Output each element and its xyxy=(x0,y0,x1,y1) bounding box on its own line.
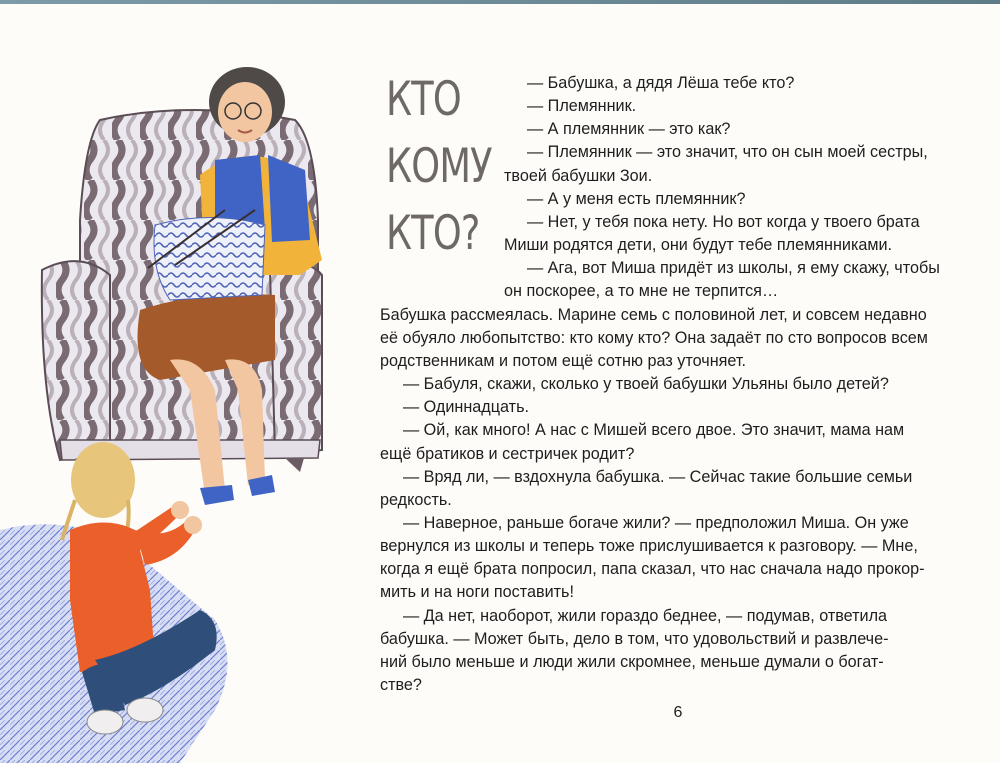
text-line: ний было меньше и люди жили скромнее, меньше думали о богат- xyxy=(380,652,884,671)
text-line: ещё братиков и сестричек родит? xyxy=(380,444,635,463)
text-line: бабушка. — Может быть, дело в том, что удовольствий и развлече- xyxy=(380,629,889,648)
text-line: — Племянник — это значит, что он сын моей сестры, xyxy=(527,143,928,162)
text-line: — А племянник — это как? xyxy=(527,120,731,139)
text-line: родственникам и потом ещё сотню раз уточняет. xyxy=(380,351,746,370)
text-line: вернулся из школы и теперь тоже прислушивается к разговору. — Мне, xyxy=(380,537,918,556)
text-line: редкость. xyxy=(380,490,452,509)
text-line: — Да нет, наоборот, жили гораздо беднее, — подумав, ответила xyxy=(403,606,888,625)
title-line: КТО? xyxy=(386,206,480,261)
text-line: твоей бабушки Зои. xyxy=(504,166,653,185)
text-line: — Племянник. xyxy=(527,97,637,116)
illustration xyxy=(0,60,340,763)
text-line: — Вряд ли, — вздохнула бабушка. — Сейчас такие большие семьи xyxy=(403,467,913,486)
text-line: — Бабуля, скажи, сколько у твоей бабушки Ульяны было детей? xyxy=(403,375,889,394)
text-line: мить и на ноги поставить! xyxy=(380,583,574,602)
text-line: — Одиннадцать. xyxy=(403,398,529,417)
text-line: — А у меня есть племянник? xyxy=(527,189,746,208)
text-line: когда я ещё брата попросил, папа сказал, что нас сначала надо прокор- xyxy=(380,560,925,579)
title-line: КОМУ xyxy=(386,139,492,194)
text-line: Бабушка рассмеялась. Марине семь с половиной лет, и совсем недавно xyxy=(380,305,927,324)
text-line: — Бабушка, а дядя Лёша тебе кто? xyxy=(527,74,795,92)
text-line: — Нет, у тебя пока нету. Но вот когда у твоего брата xyxy=(527,212,920,231)
text-line: — Наверное, раньше богаче жили? — предположил Миша. Он уже xyxy=(403,513,909,532)
top-border xyxy=(0,0,1000,4)
text-line: стве? xyxy=(380,676,422,695)
text-line: — Ага, вот Миша придёт из школы, я ему скажу, чтобы xyxy=(527,259,940,278)
title-line: КТО xyxy=(386,72,461,127)
story-text xyxy=(380,72,965,697)
text-line: — Ой, как много! А нас с Мишей всего двое. Это значит, мама нам xyxy=(403,421,905,440)
text-line: он поскорее, а то мне не терпится… xyxy=(504,282,779,301)
text-line: её обуяло любопытство: кто кому кто? Она задаёт по сто вопросов всем xyxy=(380,328,928,347)
page-number: 6 xyxy=(673,704,683,721)
text-line: Миши родятся дети, они будут тебе племянниками. xyxy=(504,236,893,255)
